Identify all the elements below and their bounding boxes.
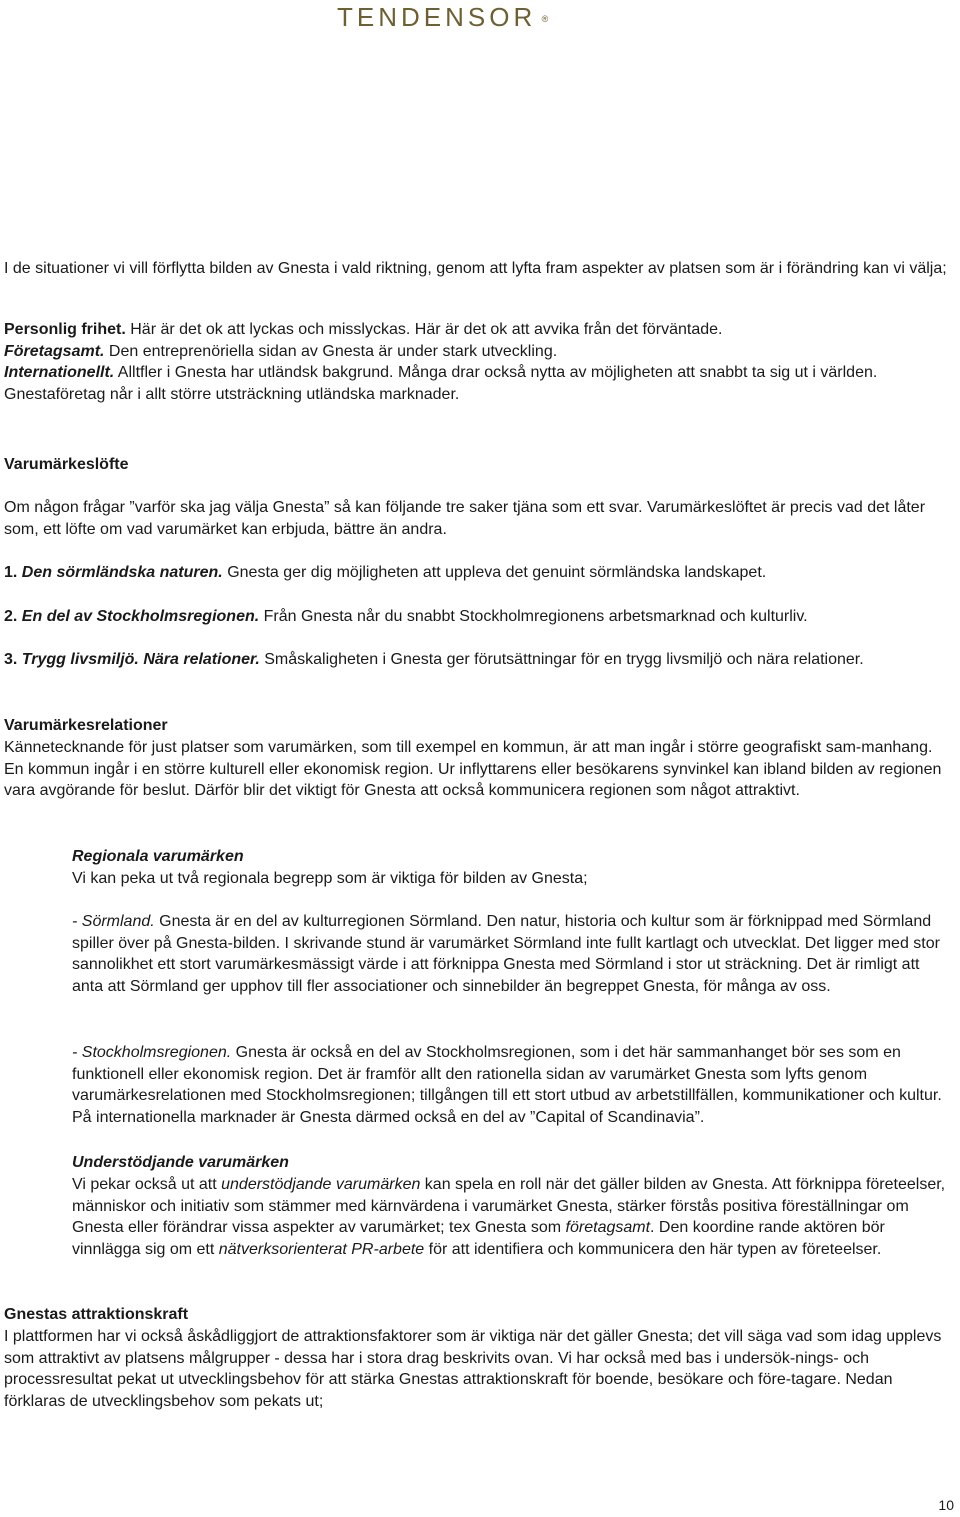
section-heading-attraction: Gnestas attraktionskraft <box>4 1306 189 1323</box>
logo-text: TENDENSOR <box>337 2 537 32</box>
item-heading: Internationellt. <box>4 364 115 381</box>
supporting-brands-paragraph <box>72 1174 952 1260</box>
registered-mark: ® <box>541 14 549 24</box>
item-text: Här är det ok att lyckas och misslyckas. Här är det ok att avvika från det förväntade. <box>125 321 723 338</box>
item-heading: En del av Stockholmsregionen. <box>21 608 260 625</box>
promise-item <box>4 606 954 628</box>
list-item-international <box>4 362 954 405</box>
item-text: Den entreprenöriella sidan av Gnesta är under stark utveckling. <box>104 342 558 360</box>
tendensor-logo <box>337 2 549 32</box>
regional-stockholm-paragraph <box>72 1042 952 1128</box>
subheading-supporting-brands: Understödjande varumärken <box>72 1154 289 1171</box>
text-run: för att identifiera och kommunicera den här typen av företeelser. <box>424 1240 882 1258</box>
list-item-enterprising <box>4 341 954 363</box>
emphasis-run: företagsamt <box>565 1219 651 1236</box>
item-text: Alltfler i Gnesta har utländsk bakgrund. Många drar också nytta av möjligheten att snabbt ta sig ut i världen. Gnestaföretag når i allt större utsträckning utländska marknader. <box>4 364 878 403</box>
item-heading: Den sörmländska naturen. <box>21 564 223 581</box>
paragraph-text: Gnesta är också en del av Stockholmsregionen, som i det här sammanhanget bör ses som en funktionell eller ekonomisk region. Det är framför allt den rationella sidan av varumärket Gnesta som lyfts genom varumärkesrelationen med Stockholmsregionen; tillgången till ett stort utbud av arbetstillfällen, kommunikationer och kultur. På internationella marknader är Gnesta därmed också en del av ”Capital of Scandinavia”. <box>72 1044 942 1126</box>
subheading-regional-brands: Regionala varumärken <box>72 848 244 865</box>
regional-intro: Vi kan peka ut två regionala begrepp som är viktiga för bilden av Gnesta; <box>72 870 588 887</box>
emphasis-run: nätverksorienterat PR-arbete <box>218 1240 425 1258</box>
brand-relations-paragraph: Kännetecknande för just platser som varumärken, som till exempel en kommun, är att man ingår i större geografiskt sam-manhang. En kommun ingår i en större kulturell eller ekonomisk region. Ur inflyttarens eller besökarens synvinkel kan ibland bilden av regionen vara avgörande för beslut. Därför blir det viktigt för Gnesta att också kommunicera regionen som något attraktivt. <box>4 739 942 799</box>
text-run: kan spela en roll när det gäller bilden av Gnesta. Att förknippa företeelser, människor och initiativ som stämmer med kärnvärdena i varumärket Gnesta, stärker förstås positiva föreställningar om Gnesta eller förändrar vissa aspekter av varumärket; tex Gnesta som <box>72 1176 946 1236</box>
section-heading-brand-promise: Varumärkeslöfte <box>4 456 129 473</box>
text-run: Vi pekar också ut att <box>72 1176 222 1193</box>
list-item-personal-freedom <box>4 319 954 341</box>
item-heading: Företagsamt. <box>4 342 105 360</box>
item-heading: Personlig frihet. <box>4 321 126 338</box>
item-number: 3. <box>4 651 22 668</box>
lead-term: - Sörmland. <box>72 913 155 930</box>
brand-promise-paragraph: Om någon frågar ”varför ska jag välja Gnesta” så kan följande tre saker tjäna som ett svar. Varumärkeslöftet är precis vad det låter som, ett löfte om vad varumärket kan erbjuda, bättre än andra. <box>4 499 926 538</box>
item-number: 2. <box>4 608 22 625</box>
attraction-paragraph: I plattformen har vi också åskådliggjort de attraktionsfaktorer som är viktiga när det gäller Gnesta; det vill säga vad som idag upplevs som attraktivt av platsens målgrupper - dessa har i stora drag beskrivits ovan. Vi har också med bas i undersök-nings- och processresultat pekat ut utvecklingsbehov för att stärka Gnestas attraktionskraft för boende, besökare och före-tagare. Nedan förklaras de utvecklingsbehov som pekats ut; <box>4 1328 942 1410</box>
item-text: Gnesta ger dig möjligheten att uppleva det genuint sörmländska landskapet. <box>222 564 767 581</box>
promise-item <box>4 649 954 671</box>
intro-paragraph: I de situationer vi vill förflytta bilden av Gnesta i vald riktning, genom att lyfta fram aspekter av platsen som är i förändring kan vi välja; <box>4 260 947 277</box>
emphasis-run: understödjande varumärken <box>221 1176 421 1193</box>
promise-item <box>4 562 954 584</box>
text-run: . Den koordine rande aktören bör vinnlägga sig om ett <box>72 1219 885 1258</box>
section-heading-brand-relations: Varumärkesrelationer <box>4 717 168 734</box>
item-text: Småskaligheten i Gnesta ger förutsättningar för en trygg livsmiljö och nära relationer. <box>259 651 864 668</box>
lead-term: - Stockholmsregionen. <box>72 1044 232 1061</box>
item-heading: Trygg livsmiljö. Nära relationer. <box>21 651 260 668</box>
item-text: Från Gnesta når du snabbt Stockholmregionens arbetsmarknad och kulturliv. <box>259 608 808 625</box>
page-number: 10 <box>938 1497 954 1513</box>
item-number: 1. <box>4 564 22 581</box>
intro-list <box>4 319 954 405</box>
regional-sormland-paragraph <box>72 911 952 997</box>
paragraph-text: Gnesta är en del av kulturregionen Sörmland. Den natur, historia och kultur som är förknippad med Sörmland spiller över på Gnesta-bilden. I skrivande stund är varumärket Sörmland inte fullt kartlagt och utvecklat. Det ligger med stor sannolikhet ett stort varumärkesmässigt värde i att förknippa Gnesta med Sörmland i stor ut sträckning. Det är rimligt att anta att Sörmland ger upphov till fler associationer och sinnebilder än begreppet Gnesta, för många av oss. <box>72 913 940 995</box>
